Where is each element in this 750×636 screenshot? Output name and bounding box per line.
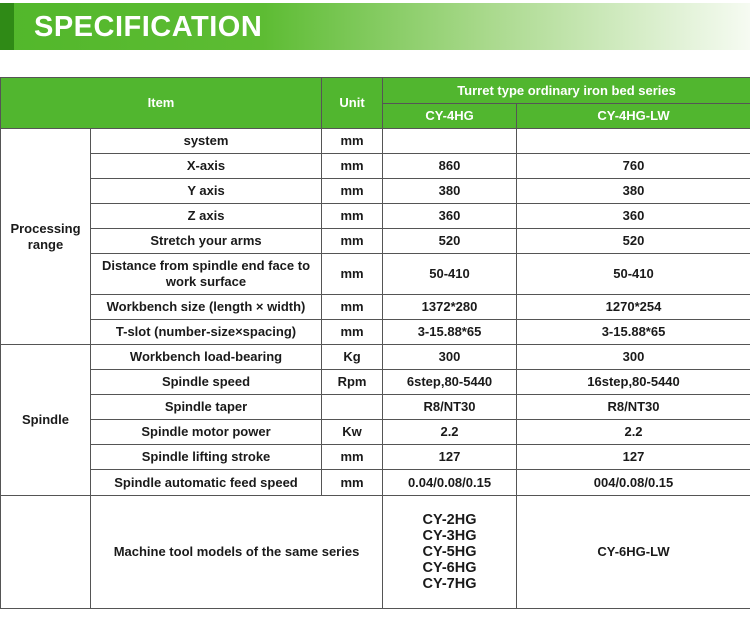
model-name: CY-2HG <box>422 512 477 528</box>
header-model-2: CY-4HG-LW <box>517 104 750 129</box>
spec-table <box>0 77 750 609</box>
table-row <box>1 470 750 496</box>
table-row <box>1 229 750 254</box>
row-item: Spindle automatic feed speed <box>91 470 322 496</box>
row-value-model-1: 6step,80-5440 <box>383 370 517 395</box>
row-value-model-1: 860 <box>383 154 517 179</box>
header-series: Turret type ordinary iron bed series <box>383 78 750 104</box>
row-value-model-2: 127 <box>517 445 750 470</box>
row-unit: mm <box>322 179 383 204</box>
row-unit: mm <box>322 154 383 179</box>
row-value-model-2: 3-15.88*65 <box>517 320 750 345</box>
row-value-model-2: 360 <box>517 204 750 229</box>
same-series-row <box>1 496 750 609</box>
row-value-model-1: 380 <box>383 179 517 204</box>
row-item: system <box>91 129 322 154</box>
row-value-model-2: 1270*254 <box>517 295 750 320</box>
row-item: Spindle taper <box>91 395 322 420</box>
table-row <box>1 129 750 154</box>
row-item: T-slot (number-size×spacing) <box>91 320 322 345</box>
row-item: Y axis <box>91 179 322 204</box>
row-value-model-1: 0.04/0.08/0.15 <box>383 470 517 496</box>
same-series-blank <box>1 496 91 609</box>
row-item: Spindle motor power <box>91 420 322 445</box>
table-row <box>1 154 750 179</box>
row-value-model-2: 50-410 <box>517 254 750 295</box>
row-value-model-2 <box>517 129 750 154</box>
row-value-model-2: R8/NT30 <box>517 395 750 420</box>
row-value-model-2: 520 <box>517 229 750 254</box>
row-value-model-1 <box>383 129 517 154</box>
row-unit: Rpm <box>322 370 383 395</box>
row-item: Spindle lifting stroke <box>91 445 322 470</box>
table-row <box>1 370 750 395</box>
table-row <box>1 445 750 470</box>
row-item: Workbench load-bearing <box>91 345 322 370</box>
table-row <box>1 179 750 204</box>
header-unit: Unit <box>322 78 383 129</box>
same-series-models-1 <box>383 496 517 609</box>
row-value-model-2: 16step,80-5440 <box>517 370 750 395</box>
table-row <box>1 345 750 370</box>
row-value-model-1: 3-15.88*65 <box>383 320 517 345</box>
row-value-model-1: 1372*280 <box>383 295 517 320</box>
table-row <box>1 420 750 445</box>
row-unit: mm <box>322 445 383 470</box>
header-item: Item <box>1 78 322 129</box>
row-value-model-1: 127 <box>383 445 517 470</box>
group-spindle: Spindle <box>1 345 91 496</box>
specification-banner <box>0 3 750 50</box>
row-unit: mm <box>322 320 383 345</box>
table-row <box>1 395 750 420</box>
model-name: CY-6HG <box>422 560 477 576</box>
banner-accent-bar <box>0 3 14 50</box>
row-item: Spindle speed <box>91 370 322 395</box>
page-title: SPECIFICATION <box>34 11 263 43</box>
row-value-model-1: 360 <box>383 204 517 229</box>
header-row-top <box>1 78 750 104</box>
row-value-model-2: 300 <box>517 345 750 370</box>
same-series-label: Machine tool models of the same series <box>91 496 383 609</box>
table-row <box>1 320 750 345</box>
row-unit: mm <box>322 129 383 154</box>
row-unit: mm <box>322 254 383 295</box>
row-value-model-1: 50-410 <box>383 254 517 295</box>
same-series-models-2: CY-6HG-LW <box>517 496 750 609</box>
model-name: CY-5HG <box>422 544 477 560</box>
row-item: Z axis <box>91 204 322 229</box>
row-unit: mm <box>322 204 383 229</box>
row-unit: mm <box>322 470 383 496</box>
row-item: Distance from spindle end face to work surface <box>91 254 322 295</box>
table-row <box>1 295 750 320</box>
row-value-model-2: 760 <box>517 154 750 179</box>
row-value-model-1: R8/NT30 <box>383 395 517 420</box>
model-name: CY-3HG <box>422 528 477 544</box>
row-item: X-axis <box>91 154 322 179</box>
row-value-model-2: 004/0.08/0.15 <box>517 470 750 496</box>
row-unit: mm <box>322 295 383 320</box>
table-row <box>1 254 750 295</box>
row-item: Stretch your arms <box>91 229 322 254</box>
row-value-model-1: 300 <box>383 345 517 370</box>
row-item: Workbench size (length × width) <box>91 295 322 320</box>
table-row <box>1 204 750 229</box>
row-unit <box>322 395 383 420</box>
row-unit: mm <box>322 229 383 254</box>
row-value-model-2: 2.2 <box>517 420 750 445</box>
header-model-1: CY-4HG <box>383 104 517 129</box>
row-unit: Kw <box>322 420 383 445</box>
group-processing-range: Processing range <box>1 129 91 345</box>
row-value-model-2: 380 <box>517 179 750 204</box>
row-unit: Kg <box>322 345 383 370</box>
model-name: CY-7HG <box>422 576 477 592</box>
row-value-model-1: 520 <box>383 229 517 254</box>
row-value-model-1: 2.2 <box>383 420 517 445</box>
